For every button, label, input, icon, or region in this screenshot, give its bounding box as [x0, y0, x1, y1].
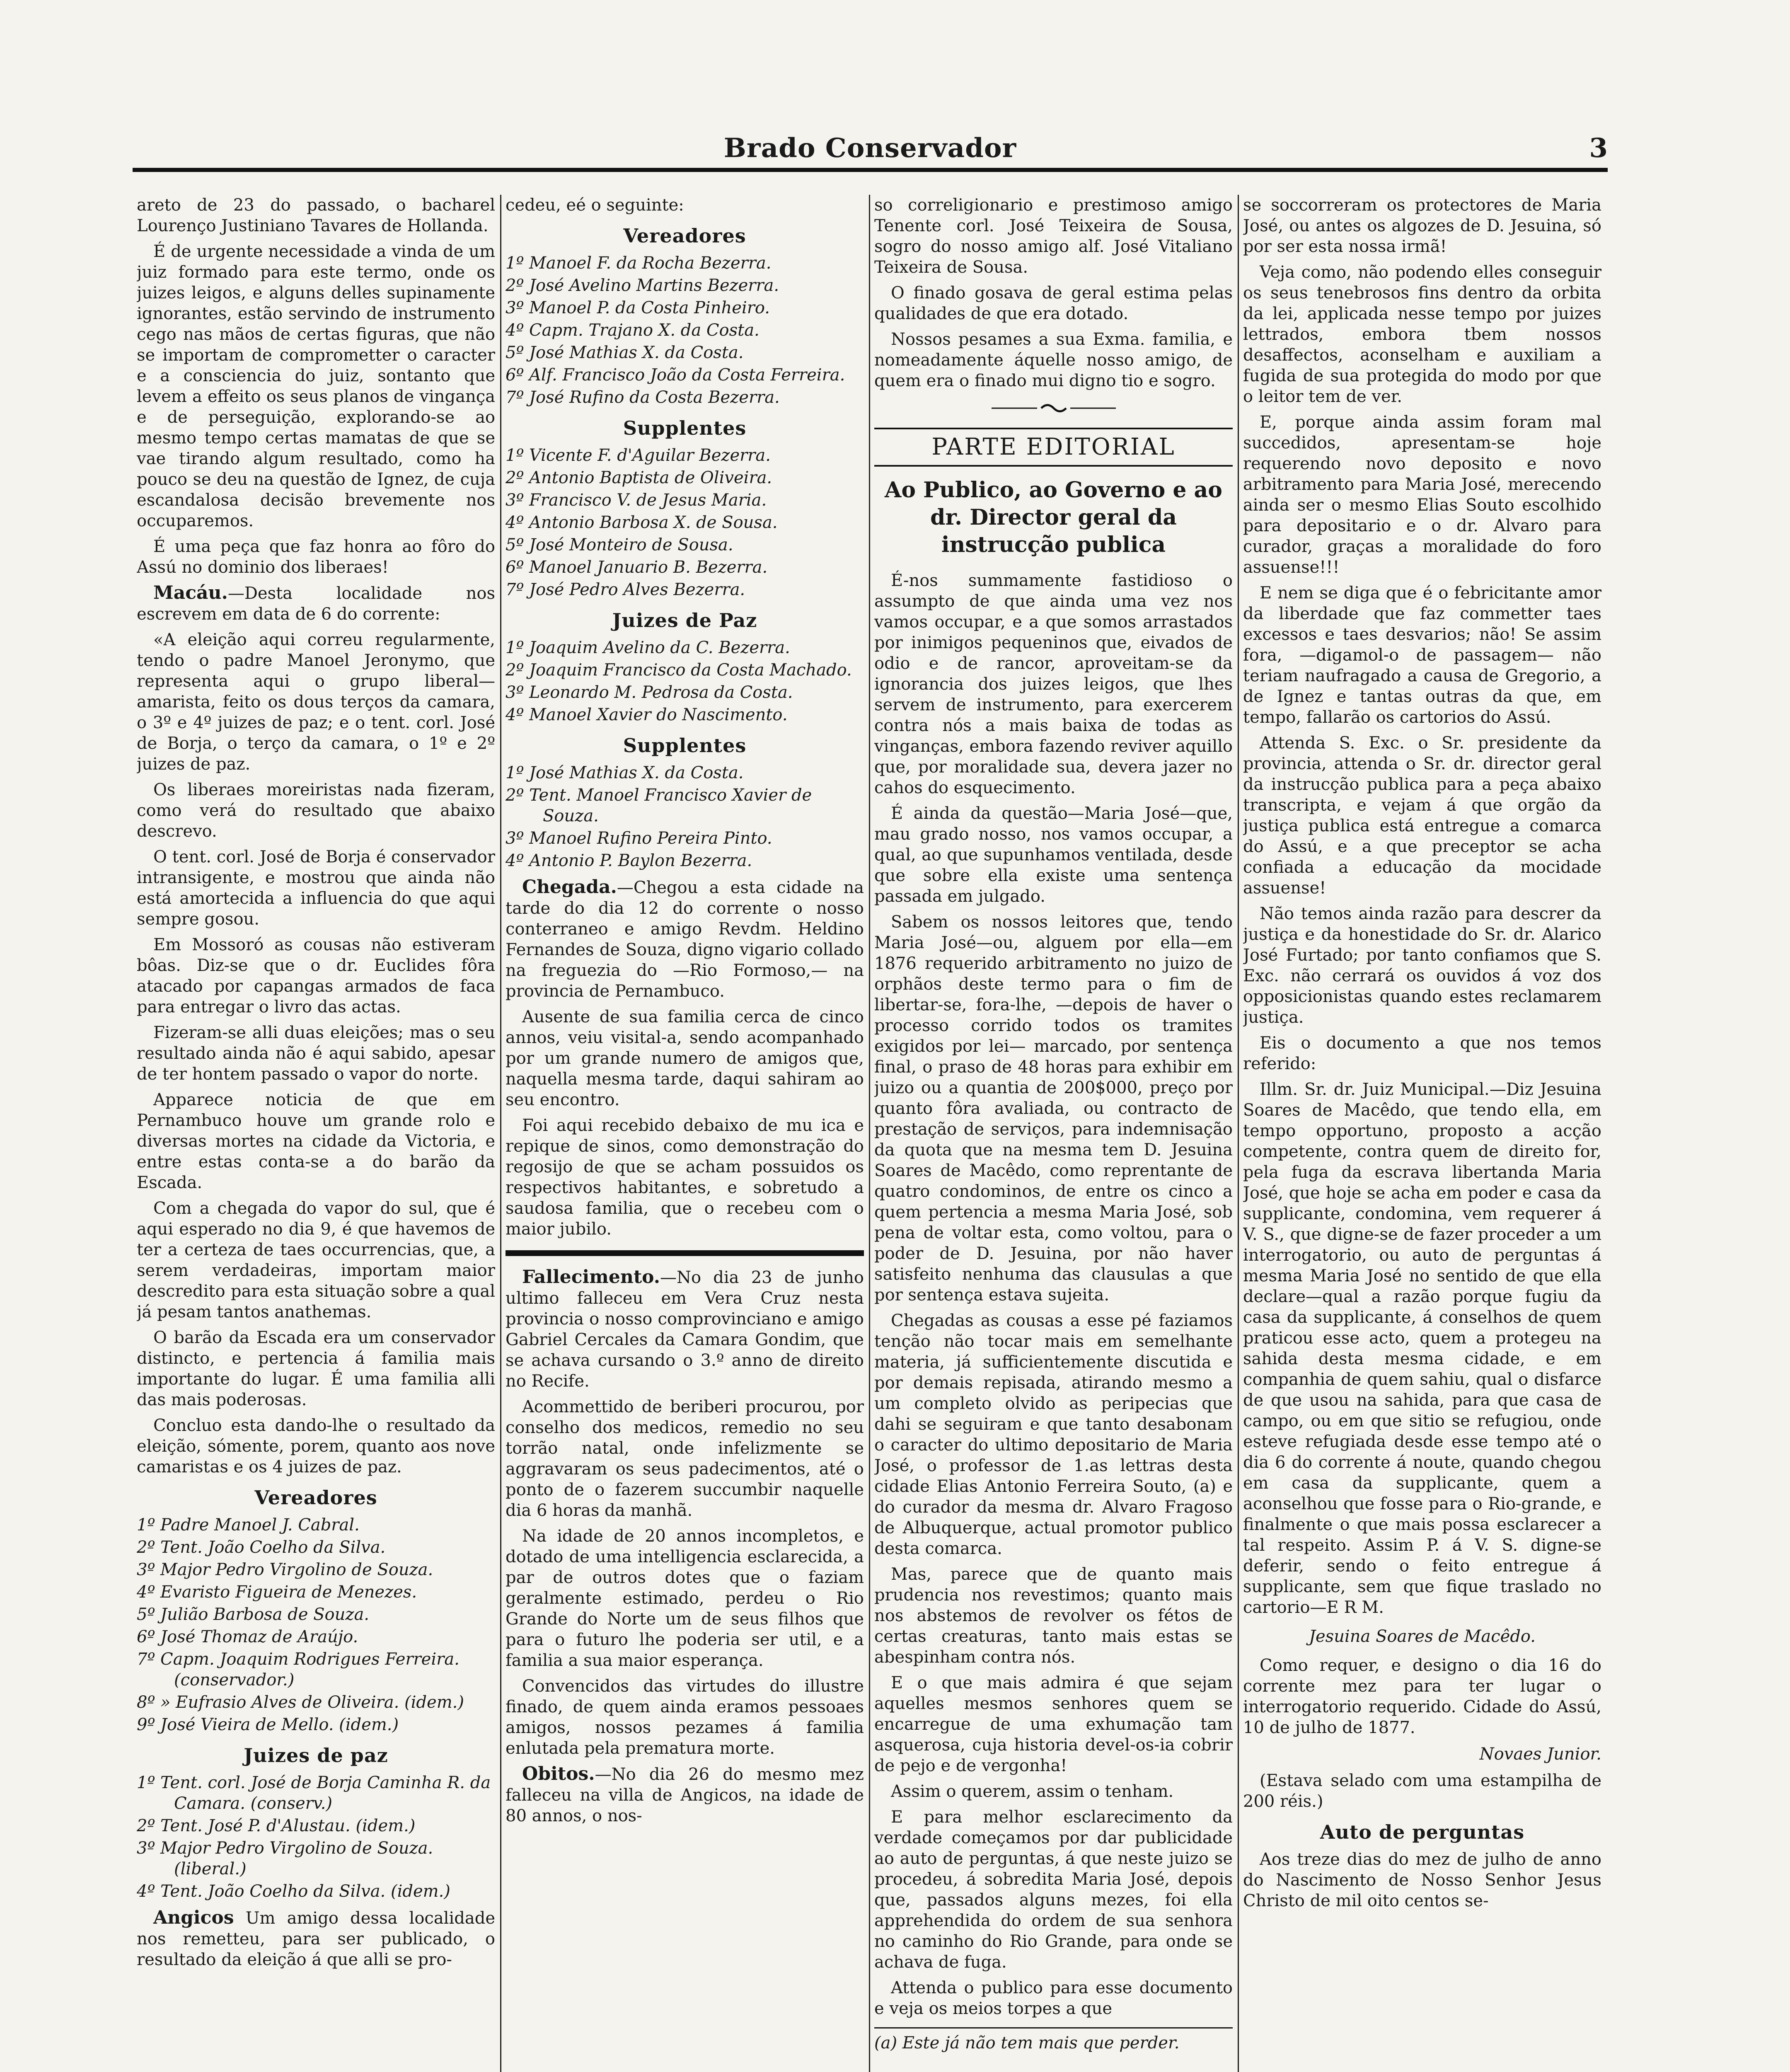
column-divider	[500, 195, 501, 2072]
news-item-obitos	[506, 1764, 864, 1826]
article-headline: Ao Publico, ao Governo e ao dr. Director geral da instrucção publica	[885, 477, 1222, 557]
list-item: 6º Manoel Januario B. Bezerra.	[506, 558, 768, 577]
paragraph: O finado gosava de geral estima pelas qualidades de que era dotado.	[874, 283, 1233, 323]
paragraph: so correligionario e prestimoso amigo Tenente corl. José Teixeira de Sousa, sogro do nosso amigo alf. José Vitaliano Teixeira de Sousa.	[874, 196, 1233, 277]
list-item: 3º Manoel Rufino Pereira Pinto.	[506, 829, 772, 848]
paragraph: Os liberaes moreiristas nada fizeram, como verá do resultado que abaixo descrevo.	[137, 780, 495, 841]
list-item: 5º Julião Barbosa de Souza.	[137, 1605, 370, 1624]
paragraph: O barão da Escada era um conservador distincto, e pertencia á familia mais importante do lugar. É uma familia alli das mais poderosas.	[137, 1328, 495, 1409]
list-item: 3º Major Pedro Virgolino de Souza. (liberal.)	[137, 1839, 433, 1878]
list-item: 6º Alf. Francisco João da Costa Ferreira.	[506, 366, 845, 385]
paragraph: Com a chegada do vapor do sul, que é aqui esperado no dia 9, é que havemos de ter a certeza de taes occurrencias, que, a serem verdadeiras, importam maior descredito para esta situação sobre a qual já pesam tantos anathemas.	[137, 1199, 495, 1322]
list-item: 3º Leonardo M. Pedrosa da Costa.	[506, 683, 793, 702]
list-item: 3º Manoel P. da Costa Pinheiro.	[506, 298, 770, 317]
list-item: 8º » Eufrasio Alves de Oliveira. (idem.)	[137, 1693, 464, 1712]
paragraph: E o que mais admira é que sejam aquelles mesmos senhores quem se encarregue de uma exhumação tam asquerosa, cuja historia devel-os-ia cobrir de pejo e de vergonha!	[874, 1673, 1233, 1775]
section-rule	[506, 1250, 864, 1256]
list-item: 1º Padre Manoel J. Cabral.	[137, 1515, 360, 1535]
list-item: 1º Tent. corl. José de Borja Caminha R. da Camara. (conserv.)	[137, 1773, 491, 1813]
news-lead: Fallecimento.	[522, 1266, 660, 1288]
newspaper-title: Brado Conservador	[723, 133, 1017, 164]
juizes-list	[506, 637, 864, 725]
vereadores-list	[506, 253, 864, 408]
paragraph: É de urgente necessidade a vinda de um juiz formado para este termo, onde os juizes leigos, e alguns delles supinamente ignorantes, estão servindo de instrumento cego nas mãos de certas figuras, que não se importam de comprometter o caracter e a consciencia do juiz, sontanto que levem a effeito os seus planos de vingança e de perseguição, explorando-se ao mesmo tempo certas mamatas de que se vae tirando algum resultado, como ha pouco se deu na questão de Ignez, de cuja escandalosa decisão brevemente nos occuparemos.	[137, 242, 495, 530]
header-rule	[133, 168, 1608, 172]
paragraph: O tent. corl. José de Borja é conservador intransigente, e mostrou que ainda não está amortecida a influencia do que aqui sempre gosou.	[137, 847, 495, 929]
list-item: 2º José Avelino Martins Bezerra.	[506, 276, 779, 295]
list-item: 3º Major Pedro Virgolino de Souza.	[137, 1560, 433, 1579]
list-item: 2º Tent. José P. d'Alustau. (idem.)	[137, 1816, 416, 1835]
paragraph: É uma peça que faz honra ao fôro do Assú no dominio dos liberaes!	[137, 537, 495, 577]
list-item: 2º Tent. Manoel Francisco Xavier de Souza.	[506, 786, 812, 825]
column-4	[1243, 195, 1601, 2072]
paragraph: E nem se diga que é o febricitante amor da liberdade que faz commetter taes excessos e taes desvarios; não! Se assim fora, —digamol-o de passagem— não teriam naufragado a causa de Gregorio, a de Ignez e tantas outras da que, em tempo, fallarão os cartorios do Assú.	[1243, 583, 1601, 727]
judge-signature: Novaes Junior.	[1479, 1745, 1601, 1764]
news-item-angicos	[137, 1907, 495, 1970]
news-lead: Obitos.	[522, 1763, 595, 1784]
news-item-chegada	[506, 877, 864, 1002]
section-heading: Vereadores	[254, 1486, 377, 1509]
list-item: 2º Joaquim Francisco da Costa Machado.	[506, 661, 852, 680]
column-1	[137, 195, 495, 2072]
news-item-fallecimento	[506, 1267, 864, 1392]
news-body: Um amigo dessa localidade nos remetteu, para ser publicado, o resultado da eleição á que alli se pro-	[137, 1909, 495, 1969]
section-heading: Auto de perguntas	[1320, 1821, 1525, 1843]
list-item: 4º Manoel Xavier do Nascimento.	[506, 705, 788, 724]
list-item: 2º Tent. João Coelho da Silva.	[137, 1538, 386, 1557]
list-item: 2º Antonio Baptista de Oliveira.	[506, 468, 772, 487]
paragraph: E para melhor esclarecimento da verdade começamos por dar publicidade ao auto de perguntas, á que neste juizo se procedeu, á sobredita Maria José, depois que, passados alguns mezes, foi ella apprehendida do ordem de sua senhora no caminho do Rio Grande, para onde se achava de fuga.	[874, 1808, 1233, 1972]
paragraph: É ainda da questão—Maria José—que, mau grado nosso, nos vamos occupar, a qual, ao que supunhamos ventilada, desde que sobre ella existe uma sentença passada em julgado.	[874, 804, 1233, 906]
paragraph: E, porque ainda assim foram mal succedidos, apresentam-se hoje requerendo novo deposito e novo arbitramento para Maria José, merecendo ainda ser o mesmo Elias Souto escolhido para depositario e o dr. Alvaro para curador, graças a moralidade do foro assuense!!!	[1243, 413, 1601, 577]
paragraph: Não temos ainda razão para descrer da justiça e da honestidade do Sr. dr. Alarico José Furtado; por tanto confiamos que S. Exc. não cerrará os ouvidos á voz dos opposicionistas quando estes reclamarem justiça.	[1243, 904, 1601, 1027]
news-body: —No dia 23 de junho ultimo falleceu em Vera Cruz nesta provincia o nosso comprovinciano e amigo Gabriel Cercales da Camara Gondim, que se achava cursando o 3.º anno de direito no Recife.	[506, 1268, 864, 1391]
paragraph: Sabem os nossos leitores que, tendo Maria José—ou, alguem por ella—em 1876 requerido arbitramento no juizo de orphãos deste termo para o fim de libertar-se, fora-lhe, —depois de haver o processo corrido todos os tramites exigidos por lei— marcado, por sentença final, o praso de 48 horas para exhibir em juizo ou a quantia de 200$000, preço por quanto fôra avaliada, ou contracto de prestação de serviços, para indemnisação da quota que na mesma tem D. Jesuina Soares de Macêdo, como reprentante de quatro condominos, de entre os cinco a quem pertencia a mesma Maria José, sob pena de voltar esta, como voltou, para o poder de D. Jesuina, por não haver satisfeito nenhuma das clausulas a que por sentença estava sujeita.	[874, 913, 1233, 1305]
paragraph: Aos treze dias do mez de julho de anno do Nascimento de Nosso Senhor Jesus Christo de mil oito centos se-	[1243, 1850, 1601, 1910]
juizes-list	[137, 1772, 495, 1902]
list-item: 3º Francisco V. de Jesus Maria.	[506, 491, 767, 510]
paragraph: Como requer, e designo o dia 16 do corrente mez para ter lugar o interrogatorio requerido. Cidade do Assú, 10 de julho de 1877.	[1243, 1656, 1601, 1737]
list-item: 5º José Monteiro de Sousa.	[506, 535, 733, 554]
paragraph: Nossos pesames a sua Exma. familia, e nomeadamente áquelle nosso amigo, de quem era o finado mui digno tio e sogro.	[874, 330, 1233, 390]
paragraph: Apparece noticia de que em Pernambuco houve um grande rolo e diversas mortes na cidade da Victoria, e entre estas conta-se a do barão da Escada.	[137, 1090, 495, 1192]
list-item: 1º Manoel F. da Rocha Bezerra.	[506, 254, 772, 273]
column-3	[874, 195, 1233, 2072]
ornament-icon	[992, 402, 1116, 414]
section-heading: Juizes de Paz	[612, 609, 757, 632]
signature: Jesuina Soares de Macêdo.	[1309, 1627, 1536, 1646]
paragraph: Na idade de 20 annos incompletos, e dotado de uma intelligencia esclarecida, a par de outros dotes que o faziam geralmente estimado, perdeu o Rio Grande do Norte um de seus filhos que para o futuro lhe poderia ser util, e a familia a sua maior esperança.	[506, 1527, 864, 1670]
footnote: (a) Este já não tem mais que perder.	[874, 2027, 1233, 2053]
paragraph: Concluo esta dando-lhe o resultado da eleição, sómente, porem, quanto aos nove camaristas e os 4 juizes de paz.	[137, 1416, 495, 1477]
list-item: 4º Antonio P. Baylon Bezerra.	[506, 851, 752, 870]
paragraph: Attenda o publico para esse documento e veja os meios torpes a que	[874, 1978, 1233, 2018]
paragraph: Eis o documento a que nos temos referido:	[1243, 1034, 1601, 1073]
paragraph: Acommettido de beriberi procurou, por conselho dos medicos, remedio no seu torrão natal, onde infelizmente se aggravaram os seus padecimentos, até o ponto de o fazerem succumbir naquelle dia 6 horas da manhã.	[506, 1397, 864, 1520]
list-item: 6º José Thomaz de Araújo.	[137, 1627, 358, 1646]
list-item: 4º Antonio Barbosa X. de Sousa.	[506, 513, 778, 532]
column-divider	[1238, 195, 1239, 2072]
news-lead: Angicos	[153, 1907, 234, 1928]
list-item: 7º Capm. Joaquim Rodrigues Ferreira. (conservador.)	[137, 1650, 460, 1690]
paragraph: Chegadas as cousas a esse pé faziamos tenção não tocar mais em semelhante materia, já sufficientemente discutida e por demais repisada, atirando mesmo a um completo olvido as peripecias que dahi se seguiram e que tanto desabonam o caracter do ultimo depositario de Maria José, o professor de 1.as lettras desta cidade Elias Antonio Ferreira Souto, (a) e do curador da mesma dr. Alvaro Fragoso de Albuquerque, actual promotor publico desta comarca.	[874, 1311, 1233, 1558]
list-item: 7º José Rufino da Costa Bezerra.	[506, 388, 780, 407]
ornament-divider	[874, 399, 1233, 419]
article-columns	[137, 195, 1604, 2072]
vereadores-list	[137, 1515, 495, 1735]
paragraph: Convencidos das virtudes do illustre finado, de quem ainda eramos pessoaes amigos, nossos pezames á familia enlutada pela prematura morte.	[506, 1677, 864, 1758]
list-item: 4º Tent. João Coelho da Silva. (idem.)	[137, 1882, 450, 1901]
news-body: —Chegou a esta cidade na tarde do dia 12 do corrente o nosso conterraneo e amigo Revdm. Heldino Fernandes de Souza, digno vigario collado na freguezia do —Rio Formoso,— na provincia de Pernambuco.	[506, 878, 864, 1001]
list-item: 1º José Mathias X. da Costa.	[506, 763, 744, 782]
editorial-heading: PARTE EDITORIAL	[874, 428, 1233, 467]
paragraph: Mas, parece que de quanto mais prudencia nos revestimos; quanto mais nos abstemos de revolver os fétos de certas creaturas, tanto mais estas se abespinham contra nós.	[874, 1565, 1233, 1667]
paragraph: Ausente de sua familia cerca de cinco annos, veiu visital-a, sendo acompanhado por um grande numero de amigos que, naquella mesma tarde, daqui sahiram ao seu encontro.	[506, 1007, 864, 1109]
news-body: —Desta localidade nos escrevem em data de 6 do corrente:	[137, 584, 495, 624]
supplentes-list	[506, 762, 864, 871]
stamp-note: (Estava selado com uma estampilha de 200 réis.)	[1243, 1771, 1601, 1811]
column-divider	[869, 195, 870, 2072]
paragraph: Attenda S. Exc. o Sr. presidente da provincia, attenda o Sr. dr. director geral da instrucção publica para a peça abaixo transcripta, e vejam á que orgão da justiça publica está entregue a comarca do Assú, e a que preceptor se acha confiada a educação da mocidade assuense!	[1243, 733, 1601, 898]
list-item: 9º José Vieira de Mello. (idem.)	[137, 1715, 399, 1734]
list-item: 1º Joaquim Avelino da C. Bezerra.	[506, 638, 790, 657]
list-item: 5º José Mathias X. da Costa.	[506, 343, 744, 362]
section-heading: Vereadores	[623, 225, 746, 247]
list-item: 7º José Pedro Alves Bezerra.	[506, 580, 745, 599]
news-lead: Chegada.	[522, 876, 617, 898]
paragraph: areto de 23 do passado, o bacharel Lourenço Justiniano Tavares de Hollanda.	[137, 196, 495, 235]
paragraph: Em Mossoró as cousas não estiveram bôas. Diz-se que o dr. Euclides fôra atacado por capangas armados de faca para entregar o livro das actas.	[137, 935, 495, 1017]
news-item-macau	[137, 583, 495, 625]
paragraph: se soccorreram os protectores de Maria José, ou antes os algozes de D. Jesuina, só por ser esta nossa irmã!	[1243, 196, 1601, 256]
paragraph: «A eleição aqui correu regularmente, tendo o padre Manoel Jeronymo, que representa aqui o grupo liberal—amarista, feito os dous terços da camara, o 3º e 4º juizes de paz; e o tent. corl. José de Borja, o terço da camara, o 1º e 2º juizes de paz.	[137, 630, 495, 774]
section-heading: Supplentes	[623, 734, 747, 757]
paragraph: cedeu, eé o seguinte:	[506, 196, 684, 215]
list-item: 1º Vicente F. d'Aguilar Bezerra.	[506, 446, 771, 465]
paragraph: É-nos summamente fastidioso o assumpto de que ainda uma vez nos vamos occupar, e a que somos arrastados por inimigos pequeninos que, eivados de odio e de rancor, aproveitam-se da ignorancia dos juizes leigos, que lhes servem de instrumento, para exercerem contra nós a mais baixa de todas as vinganças, embora fazendo reviver aquillo que, por moralidade sua, devera jazer no cahos do esquecimento.	[874, 571, 1233, 797]
news-body: —No dia 26 do mesmo mez falleceu na villa de Angicos, na idade de 80 annos, o nos-	[506, 1765, 864, 1825]
column-2	[506, 195, 864, 2072]
page-number: 3	[1589, 133, 1608, 164]
list-item: 4º Capm. Trajano X. da Costa.	[506, 321, 760, 340]
petition-text: Illm. Sr. dr. Juiz Municipal.—Diz Jesuina Soares de Macêdo, que tendo ella, em tempo opportuno, proposto a acção competente, contra quem de direito for, pela fuga da escrava libertanda Maria José, que hoje se acha em poder e casa da supplicante, condomina, vem requerer á V. S., que digne-se de fazer proceder a um interrogatorio, ou auto de perguntas á mesma Maria José no sentido de que ella declare—qual a razão porque fugiu da casa da supplicante, á conselhos de quem praticou esse acto, quem a protegeu na sahida desta mesma cidade, e em companhia de quem sahiu, qual o disfarce de que usou na sahida, para que casa de campo, ou em que sitio se refugiou, onde esteve refugiada desde esse tempo até o dia 6 do corrente á noute, quando chegou em casa da supplicante, quem a aconselhou que fosse para o Rio-grande, e finalmente o que mais possa esclarecer a tal respeito. Assim P. á V. S. digne-se deferir, sendo o feito entregue á supplicante, sem que fique traslado no cartorio—E R M.	[1243, 1080, 1601, 1617]
section-heading: Juizes de paz	[244, 1744, 388, 1767]
paragraph: Assim o querem, assim o tenham.	[891, 1782, 1174, 1801]
paragraph: Fizeram-se alli duas eleições; mas o seu resultado ainda não é aqui sabido, apesar de ter hontem passado o vapor do norte.	[137, 1023, 495, 1084]
section-heading: Supplentes	[623, 417, 747, 439]
news-lead: Macáu.	[153, 582, 228, 603]
page-header	[133, 124, 1608, 170]
supplentes-list	[506, 445, 864, 600]
paragraph: Veja como, não podendo elles conseguir os seus tenebrosos fins dentro da orbita da lei, applicada nesse tempo por juizes lettrados, embora tbem nossos desaffectos, aconselham e auxiliam a fugida de sua protegida do modo por que o leitor tem de ver.	[1243, 263, 1601, 406]
list-item: 4º Evaristo Figueira de Menezes.	[137, 1583, 417, 1602]
paragraph: Foi aqui recebido debaixo de mu ica e repique de sinos, como demonstração do regosijo de que se acham possuidos os respectivos habitantes, e sobretudo a saudosa familia, que o recebeu com o maior jubilo.	[506, 1116, 864, 1239]
